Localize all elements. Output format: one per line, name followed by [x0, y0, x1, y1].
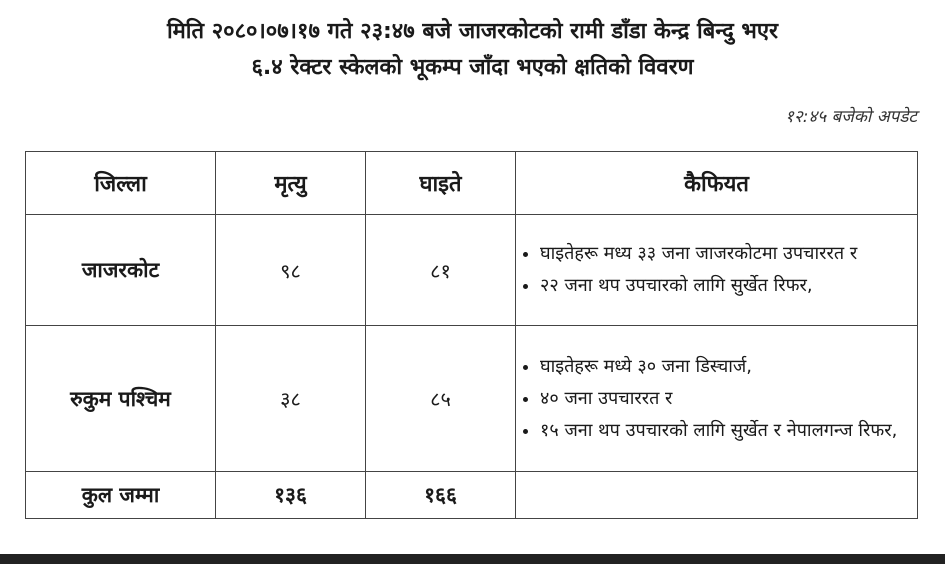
remark-item: • १५ जना थप उपचारको लागि सुर्खेत र नेपालगन्ज रिफर,: [540, 415, 917, 447]
remarks-list: [516, 351, 917, 447]
total-injured: १६६: [366, 472, 516, 519]
death-count: ९८: [216, 215, 366, 326]
total-deaths: १३६: [216, 472, 366, 519]
total-label: कुल जम्मा: [26, 472, 216, 519]
table-header-row: [26, 152, 918, 215]
header-remarks: कैफियत: [516, 152, 918, 215]
remark-item: • घाइतेहरू मध्य ३३ जना जाजरकोटमा उपचाररत र: [540, 238, 917, 270]
total-remarks-empty: [516, 472, 918, 519]
title-line-1: मिति २०८०।०७।१७ गते २३:४७ बजे जाजरकोटको रामी डाँडा केन्द्र बिन्दु भएर: [166, 19, 779, 44]
table-row: [26, 326, 918, 472]
remark-item: • घाइतेहरू मध्ये ३० जना डिस्चार्ज,: [540, 351, 917, 383]
header-deaths: मृत्यु: [216, 152, 366, 215]
death-count: ३८: [216, 326, 366, 472]
total-row: [26, 472, 918, 519]
table-row: [26, 215, 918, 326]
update-time-note: १२:४५ बजेको अपडेट: [785, 107, 917, 127]
remarks-list: [516, 238, 917, 302]
damage-table: [25, 151, 918, 519]
remark-item: • २२ जना थप उपचारको लागि सुर्खेत रिफर,: [540, 270, 917, 302]
header-district: जिल्ला: [26, 152, 216, 215]
injured-count: ८१: [366, 215, 516, 326]
report-title: [0, 14, 945, 86]
district-name: रुकुम पश्चिम: [26, 326, 216, 472]
injured-count: ८५: [366, 326, 516, 472]
title-line-2: ६.४ रेक्टर स्केलको भूकम्प जाँदा भएको क्षतिको विवरण: [251, 55, 694, 80]
district-name: जाजरकोट: [26, 215, 216, 326]
header-injured: घाइते: [366, 152, 516, 215]
remark-item: • ४० जना उपचाररत र: [540, 383, 917, 415]
remarks-cell: [516, 326, 918, 472]
bottom-border-bar: [0, 554, 945, 564]
remarks-cell: [516, 215, 918, 326]
